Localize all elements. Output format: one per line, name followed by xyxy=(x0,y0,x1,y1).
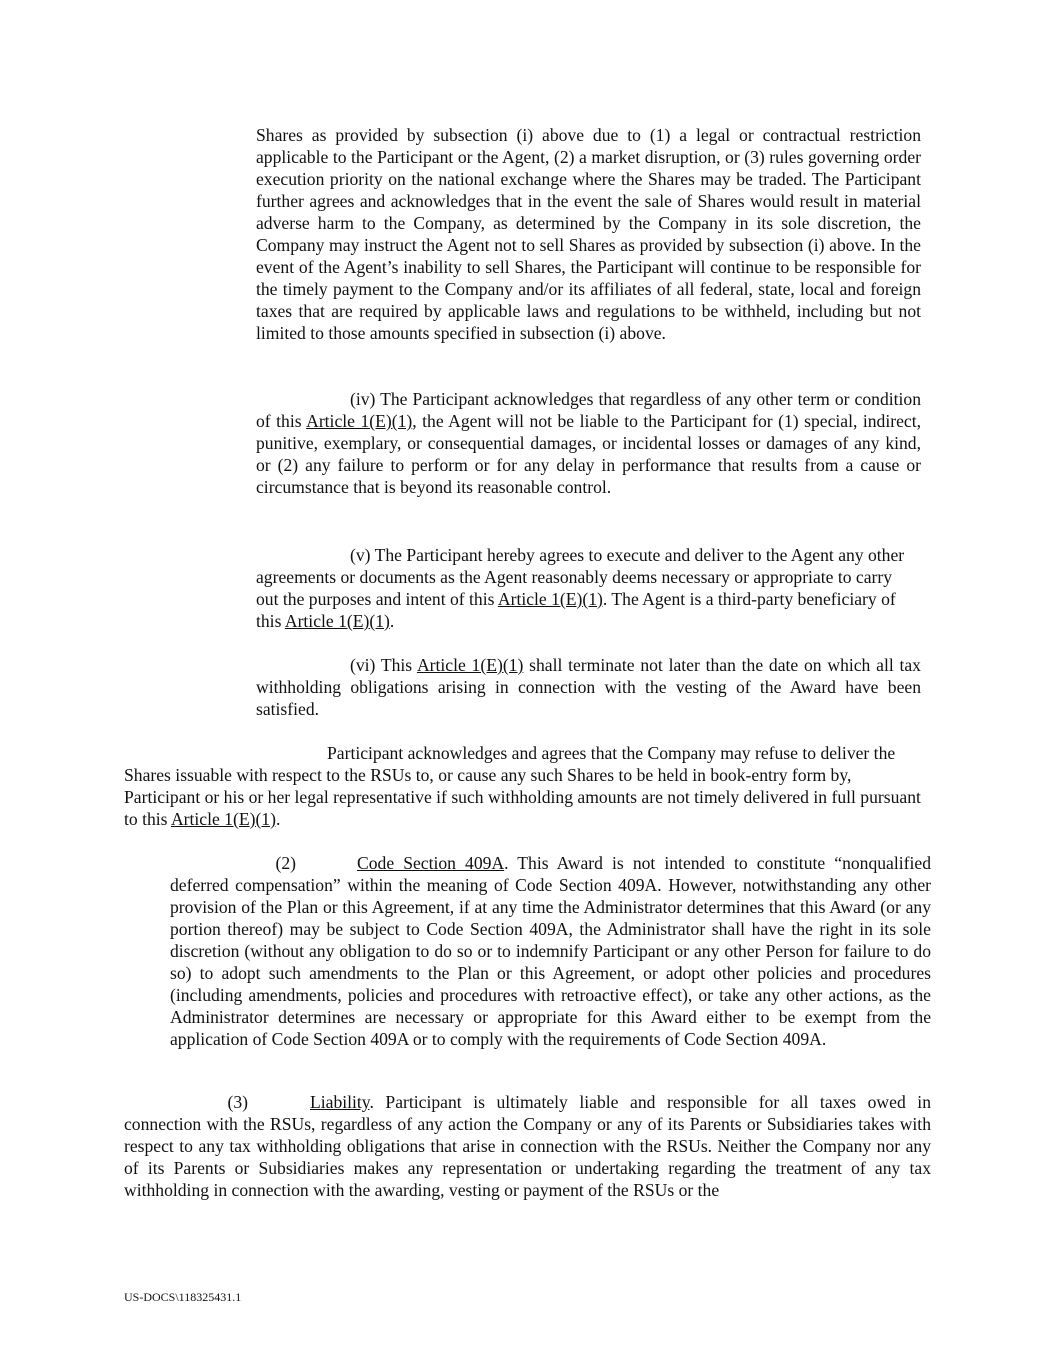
text: . Participant is ultimately liable and responsible for all taxes owed in connection with the RSUs, regardless of any action the Company or any of its Parents or Subsidiaries takes with respect to any tax withholding obligations that arise in connection with the RSUs. Neither the Company nor any of its Parents or Subsidiaries makes any representation or undertaking regarding the treatment of any tax withholding in connection with the awarding, vesting or payment of the RSUs or the xyxy=(124,1092,931,1200)
text: (v) The Participant hereby agrees to execute and deliver to the Agent any other agreements or documents as the Agent reasonably deems necessary or appropriate to carry out the purposes and intent of this xyxy=(256,545,905,609)
text: (iv) The Participant acknowledges that regardless of any other term or condition of this xyxy=(256,389,921,431)
text: . xyxy=(389,611,395,631)
article-link: Article 1(E)(1) xyxy=(497,589,603,609)
text: Participant acknowledges and agrees that the Company may refuse to deliver the Shares issuable with respect to the RSUs to, or cause any such Shares to be held in book-entry form by, Participant or his or her legal representative if such withholding amounts are not timely delivered in full pursuant to this xyxy=(124,743,921,829)
section-heading: Code Section 409A xyxy=(357,853,505,873)
paragraph-iii-continued: Shares as provided by subsection (i) above due to (1) a legal or contractual restriction applicable to the Participant or the Agent, (2) a market disruption, or (3) rules governing order execution priority on the national exchange where the Shares may be traded. The Participant further agrees and acknowledges that in the event the sale of Shares would result in material adverse harm to the Company, as determined by the Company in its sole discretion, the Company may instruct the Agent not to sell Shares as provided by subsection (i) above. In the event of the Agent’s inability to sell Shares, the Participant will continue to be responsible for the timely payment to the Company and/or its affiliates of all federal, state, local and foreign taxes that are required by applicable laws and regulations to be withheld, including but not limited to those amounts specified in subsection (i) above. xyxy=(256,125,921,343)
article-link: Article 1(E)(1) xyxy=(284,611,390,631)
document-id-footer: US-DOCS\118325431.1 xyxy=(124,1290,242,1304)
paragraph-withholding-refusal xyxy=(124,742,921,830)
text: shall terminate not later than the date on which all tax withholding obligations arising in connection with the vesting of the Award have been satisfied. xyxy=(256,655,921,719)
text: . This Award is not intended to constitute “nonqualified deferred compensation” within the meaning of Code Section 409A. However, notwithstanding any other provision of the Plan or this Agreement, if at any time the Administrator determines that this Award (or any portion thereof) may be subject to Code Section 409A, the Administrator shall have the right in its sole discretion (without any obligation to do so or to indemnify Participant or any other Person for failure to do so) to adopt such amendments to the Plan or this Agreement, or adopt other policies and procedures (including amendments, policies and procedures with retroactive effect), or take any other actions, as the Administrator determines are necessary or appropriate for this Award either to be exempt from the application of Code Section 409A or to comply with the requirements of Code Section 409A. xyxy=(170,853,931,1049)
paragraph-v xyxy=(256,544,911,632)
article-link: Article 1(E)(1) xyxy=(306,411,413,431)
section-number: (3) xyxy=(227,1092,248,1112)
text: (vi) This xyxy=(350,655,417,675)
section-2-code-409a xyxy=(170,852,931,1050)
section-number: (2) xyxy=(275,853,296,873)
article-link: Article 1(E)(1) xyxy=(170,809,276,829)
paragraph-vi xyxy=(256,654,921,720)
paragraph-iv xyxy=(256,388,921,498)
text: , the Agent will not be liable to the Participant for (1) special, indirect, punitive, exemplary, or consequential damages, or incidental losses or damages of any kind, or (2) any failure to perform or for any delay in performance that results from a cause or circumstance that is beyond its reasonable control. xyxy=(256,411,921,497)
section-3-liability xyxy=(124,1091,931,1201)
article-link: Article 1(E)(1) xyxy=(416,655,524,675)
text: . xyxy=(275,809,281,829)
text: . The Agent is a third-party beneficiary of this xyxy=(256,589,896,631)
section-heading: Liability xyxy=(310,1092,370,1112)
